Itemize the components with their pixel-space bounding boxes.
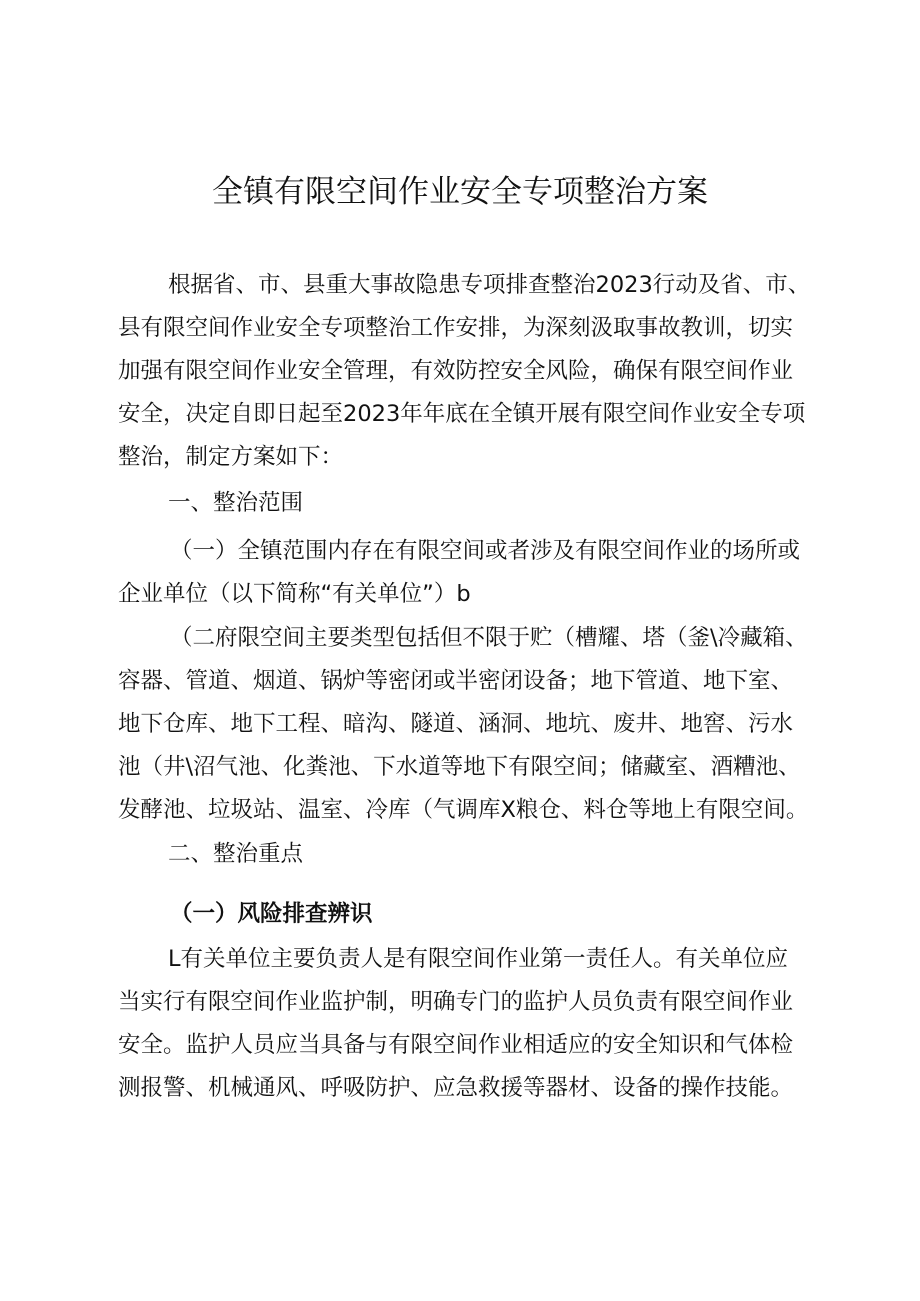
section-heading-focus: 二、整治重点: [168, 841, 304, 867]
item2-line-4: 池（井\沼气池、化粪池、下水道等地下有限空间；储藏室、酒糟池、: [118, 754, 801, 780]
item2-line-2: 容器、管道、烟道、锅炉等密闭或半密闭设备；地下管道、地下室、: [118, 668, 794, 694]
intro-line-1: 根据省、市、县重大事故隐患专项排查整治2023行动及省、市、: [168, 272, 811, 298]
para3-line-4: 测报警、机械通风、呼吸防护、应急救援等器材、设备的操作技能。: [118, 1075, 794, 1101]
intro-line-5: 整治，制定方案如下：: [118, 444, 344, 470]
para3-line-3: 安全。监护人员应当具备与有限空间作业相适应的安全知识和气体检: [118, 1032, 794, 1058]
section-heading-scope: 一、整治范围: [168, 490, 304, 516]
item2-line-3: 地下仓库、地下工程、暗沟、隧道、涵洞、地坑、废井、地窖、污水: [118, 711, 794, 737]
para3-line-2: 当实行有限空间作业监护制，明确专门的监护人员负责有限空间作业: [118, 989, 794, 1015]
item2-line-5: 发酵池、垃圾站、温室、冷库（气调库X粮仓、料仓等地上有限空间。: [118, 797, 809, 823]
intro-line-3: 加强有限空间作业安全管理，有效防控安全风险，确保有限空间作业: [118, 358, 794, 384]
intro-line-4: 安全，决定自即日起至2023年年底在全镇开展有限空间作业安全专项: [118, 401, 806, 427]
item1-line-2: 企业单位（以下简称“有关单位”）b: [118, 581, 471, 607]
para3-line-1: L有关单位主要负责人是有限空间作业第一责任人。有关单位应: [168, 946, 789, 972]
subsection-heading-risk: （一）风险排查辨识: [170, 901, 373, 927]
document-title: 全镇有限空间作业安全专项整治方案: [212, 174, 708, 210]
item2-line-1: （二府限空间主要类型包括但不限于贮（槽耀、塔（釜\冷藏箱、: [170, 625, 808, 651]
intro-line-2: 县有限空间作业安全专项整治工作安排，为深刻汲取事故教训，切实: [118, 315, 794, 341]
item1-line-1: （一）全镇范围内存在有限空间或者涉及有限空间作业的场所或: [170, 538, 801, 564]
